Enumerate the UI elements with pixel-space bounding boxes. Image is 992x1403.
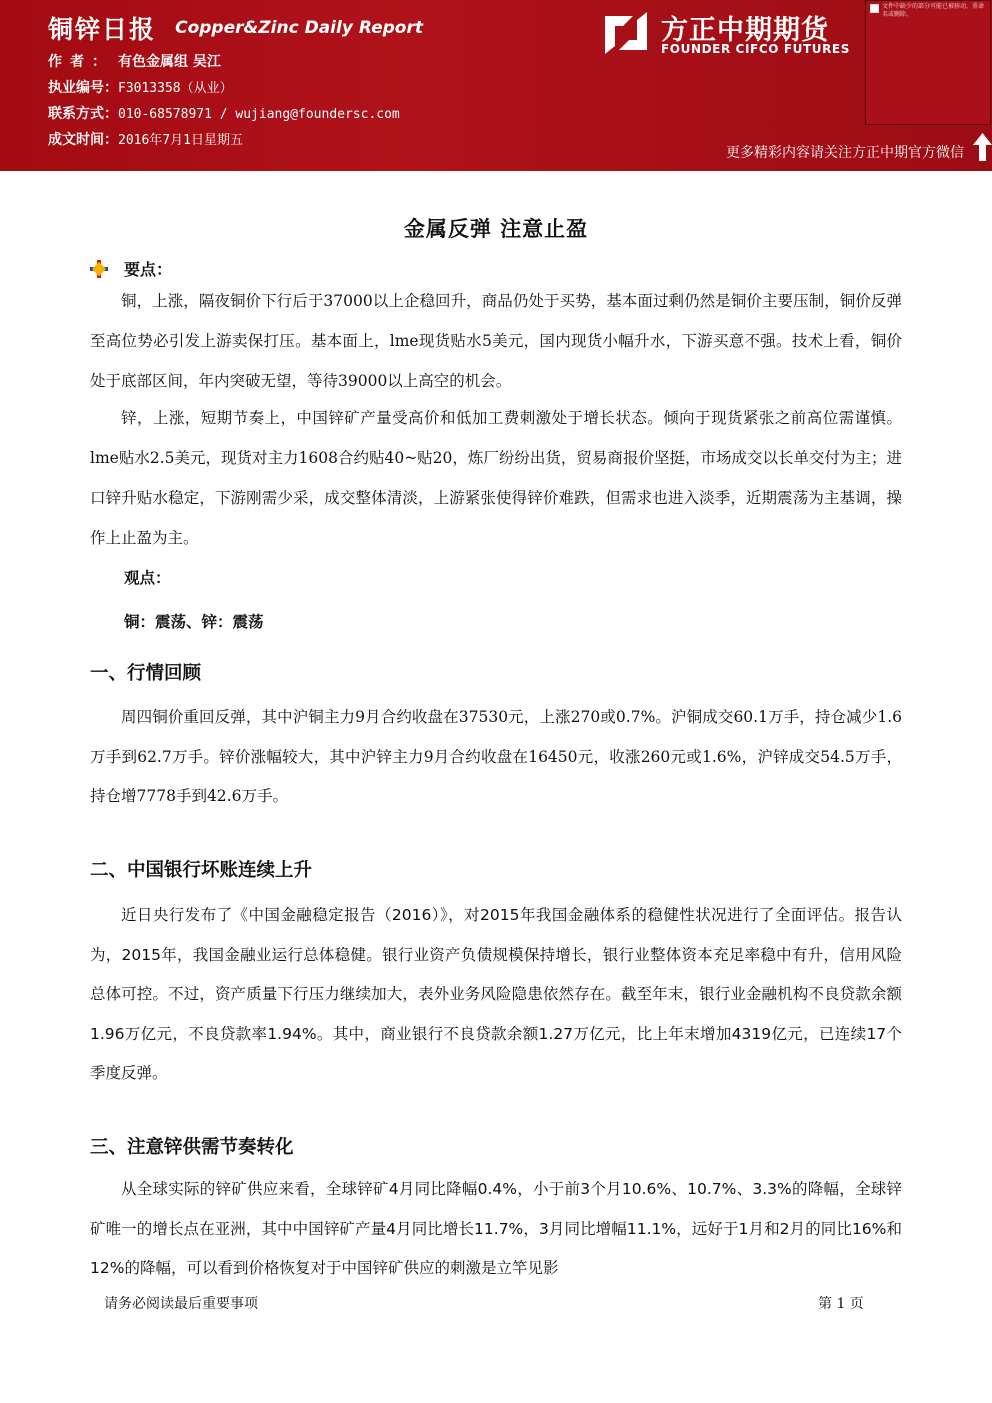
- report-title-cn: 铜锌日报: [48, 15, 157, 44]
- view-value: 铜：震荡、锌：震荡: [124, 613, 264, 631]
- key-points-label: 要点：: [124, 260, 173, 279]
- wechat-qr-placeholder: [865, 0, 991, 125]
- copper-summary: 铜，上涨，隔夜铜价下行后于37000以上企稳回升，商品仍处于买势，基本面过剩仍然是铜价主要压制，铜价反弹至高位势必引发上游卖保打压。基本面上，lme现货贴水5美元，国内现货小幅升水，下游买意不强。技术上看，铜价处于底部区间，年内突破无望，等待39000以上高空的机会。: [90, 292, 902, 390]
- zinc-summary: 锌，上涨，短期节奏上，中国锌矿产量受高价和低加工费刺激处于增长状态。倾向于现货紧张之前高位需谨慎。lme贴水2.5美元，现货对主力1608合约贴40~贴20，炼厂纷纷出货，贸易商报价坚挺，市场成交以长单交付为主；进口锌升贴水稳定，下游刚需少采，成交整体清淡，上游紧张使得锌价难跌，但需求也进入淡季，近期震荡为主基调，操作上止盈为主。: [90, 409, 902, 547]
- up-arrow-icon: [973, 133, 992, 161]
- section-heading-bad-loans: 二、中国银行坏账连续上升: [90, 860, 313, 881]
- logo-text-en: FOUNDER CIFCO FUTURES: [661, 42, 850, 56]
- broken-image-icon: [870, 4, 879, 13]
- section-text-bad-loans: 近日央行发布了《中国金融稳定报告（2016）》，对2015年我国金融体系的稳健性状况进行了全面评估。报告认为，2015年，我国金融业运行总体稳健。银行业资产负债规模保持增长，银行业整体资本充足率稳中有升，信用风险总体可控。不过，资产质量下行压力继续加大，表外业务风险隐患依然存在。截至年末，银行业金融机构不良贷款余额1.96万亿元，不良贷款率1.94%。其中，商业银行不良贷款余额1.27万亿元，比上年末增加4319亿元，已连续17个季度反弹。: [90, 906, 902, 1082]
- qr-alt-text: 文件中缺少的部分可能已被移动、重命名或删除。: [882, 3, 985, 18]
- bullet-diamond-icon: [90, 260, 108, 278]
- follow-wechat-text: 更多精彩内容请关注方正中期官方微信: [726, 145, 964, 161]
- founder-logo-icon: [603, 10, 649, 56]
- meta-license: [48, 78, 400, 104]
- section-text-market-review: 周四铜价重回反弹，其中沪铜主力9月合约收盘在37530元，上涨270或0.7%。沪铜成交60.1万手，持仓减少1.6万手到62.7万手。锌价涨幅较大，其中沪锌主力9月合约收盘在16450元，收涨260元或1.6%，沪锌成交54.5万手，持仓增7778手到42.6万手。: [90, 708, 902, 805]
- meta-value: 有色金属组 吴江: [118, 54, 221, 70]
- meta-value: 2016年7月1日星期五: [118, 133, 243, 148]
- meta-label: 联系方式：: [48, 106, 118, 122]
- author-meta: [48, 52, 400, 156]
- footer-notice: 请务必阅读最后重要事项: [104, 1296, 258, 1312]
- meta-label: 作者：: [48, 54, 114, 70]
- meta-label: 执业编号：: [48, 80, 118, 96]
- view-label: 观点：: [124, 569, 171, 587]
- report-title-en: Copper&Zinc Daily Report: [175, 18, 423, 38]
- meta-value: F3013358（从业）: [118, 81, 233, 96]
- page-number: 第 1 页: [818, 1296, 864, 1312]
- section-heading-market-review: 一、行情回顾: [90, 663, 202, 684]
- company-logo: [603, 8, 859, 58]
- meta-contact: [48, 104, 400, 130]
- meta-author: [48, 52, 400, 78]
- section-heading-zinc-supply: 三、注意锌供需节奏转化: [90, 1137, 294, 1158]
- report-title-row: [48, 10, 423, 46]
- section-text-zinc-supply: 从全球实际的锌矿供应来看，全球锌矿4月同比降幅0.4%，小于前3个月10.6%、10.7%、3.3%的降幅，全球锌矿唯一的增长点在亚洲，其中中国锌矿产量4月同比增长11.7%，3月同比增幅11.1%，远好于1月和2月的同比16%和12%的降幅，可以看到价格恢复对于中国锌矿供应的刺激是立竿见影: [90, 1180, 902, 1277]
- meta-date: [48, 130, 400, 156]
- logo-text-cn: 方正中期期货: [661, 15, 829, 46]
- document-title: 金属反弹 注意止盈: [403, 217, 589, 241]
- meta-label: 成文时间：: [48, 132, 118, 148]
- meta-value: 010-68578971 / wujiang@foundersc.com: [118, 107, 400, 122]
- report-header: [0, 0, 992, 171]
